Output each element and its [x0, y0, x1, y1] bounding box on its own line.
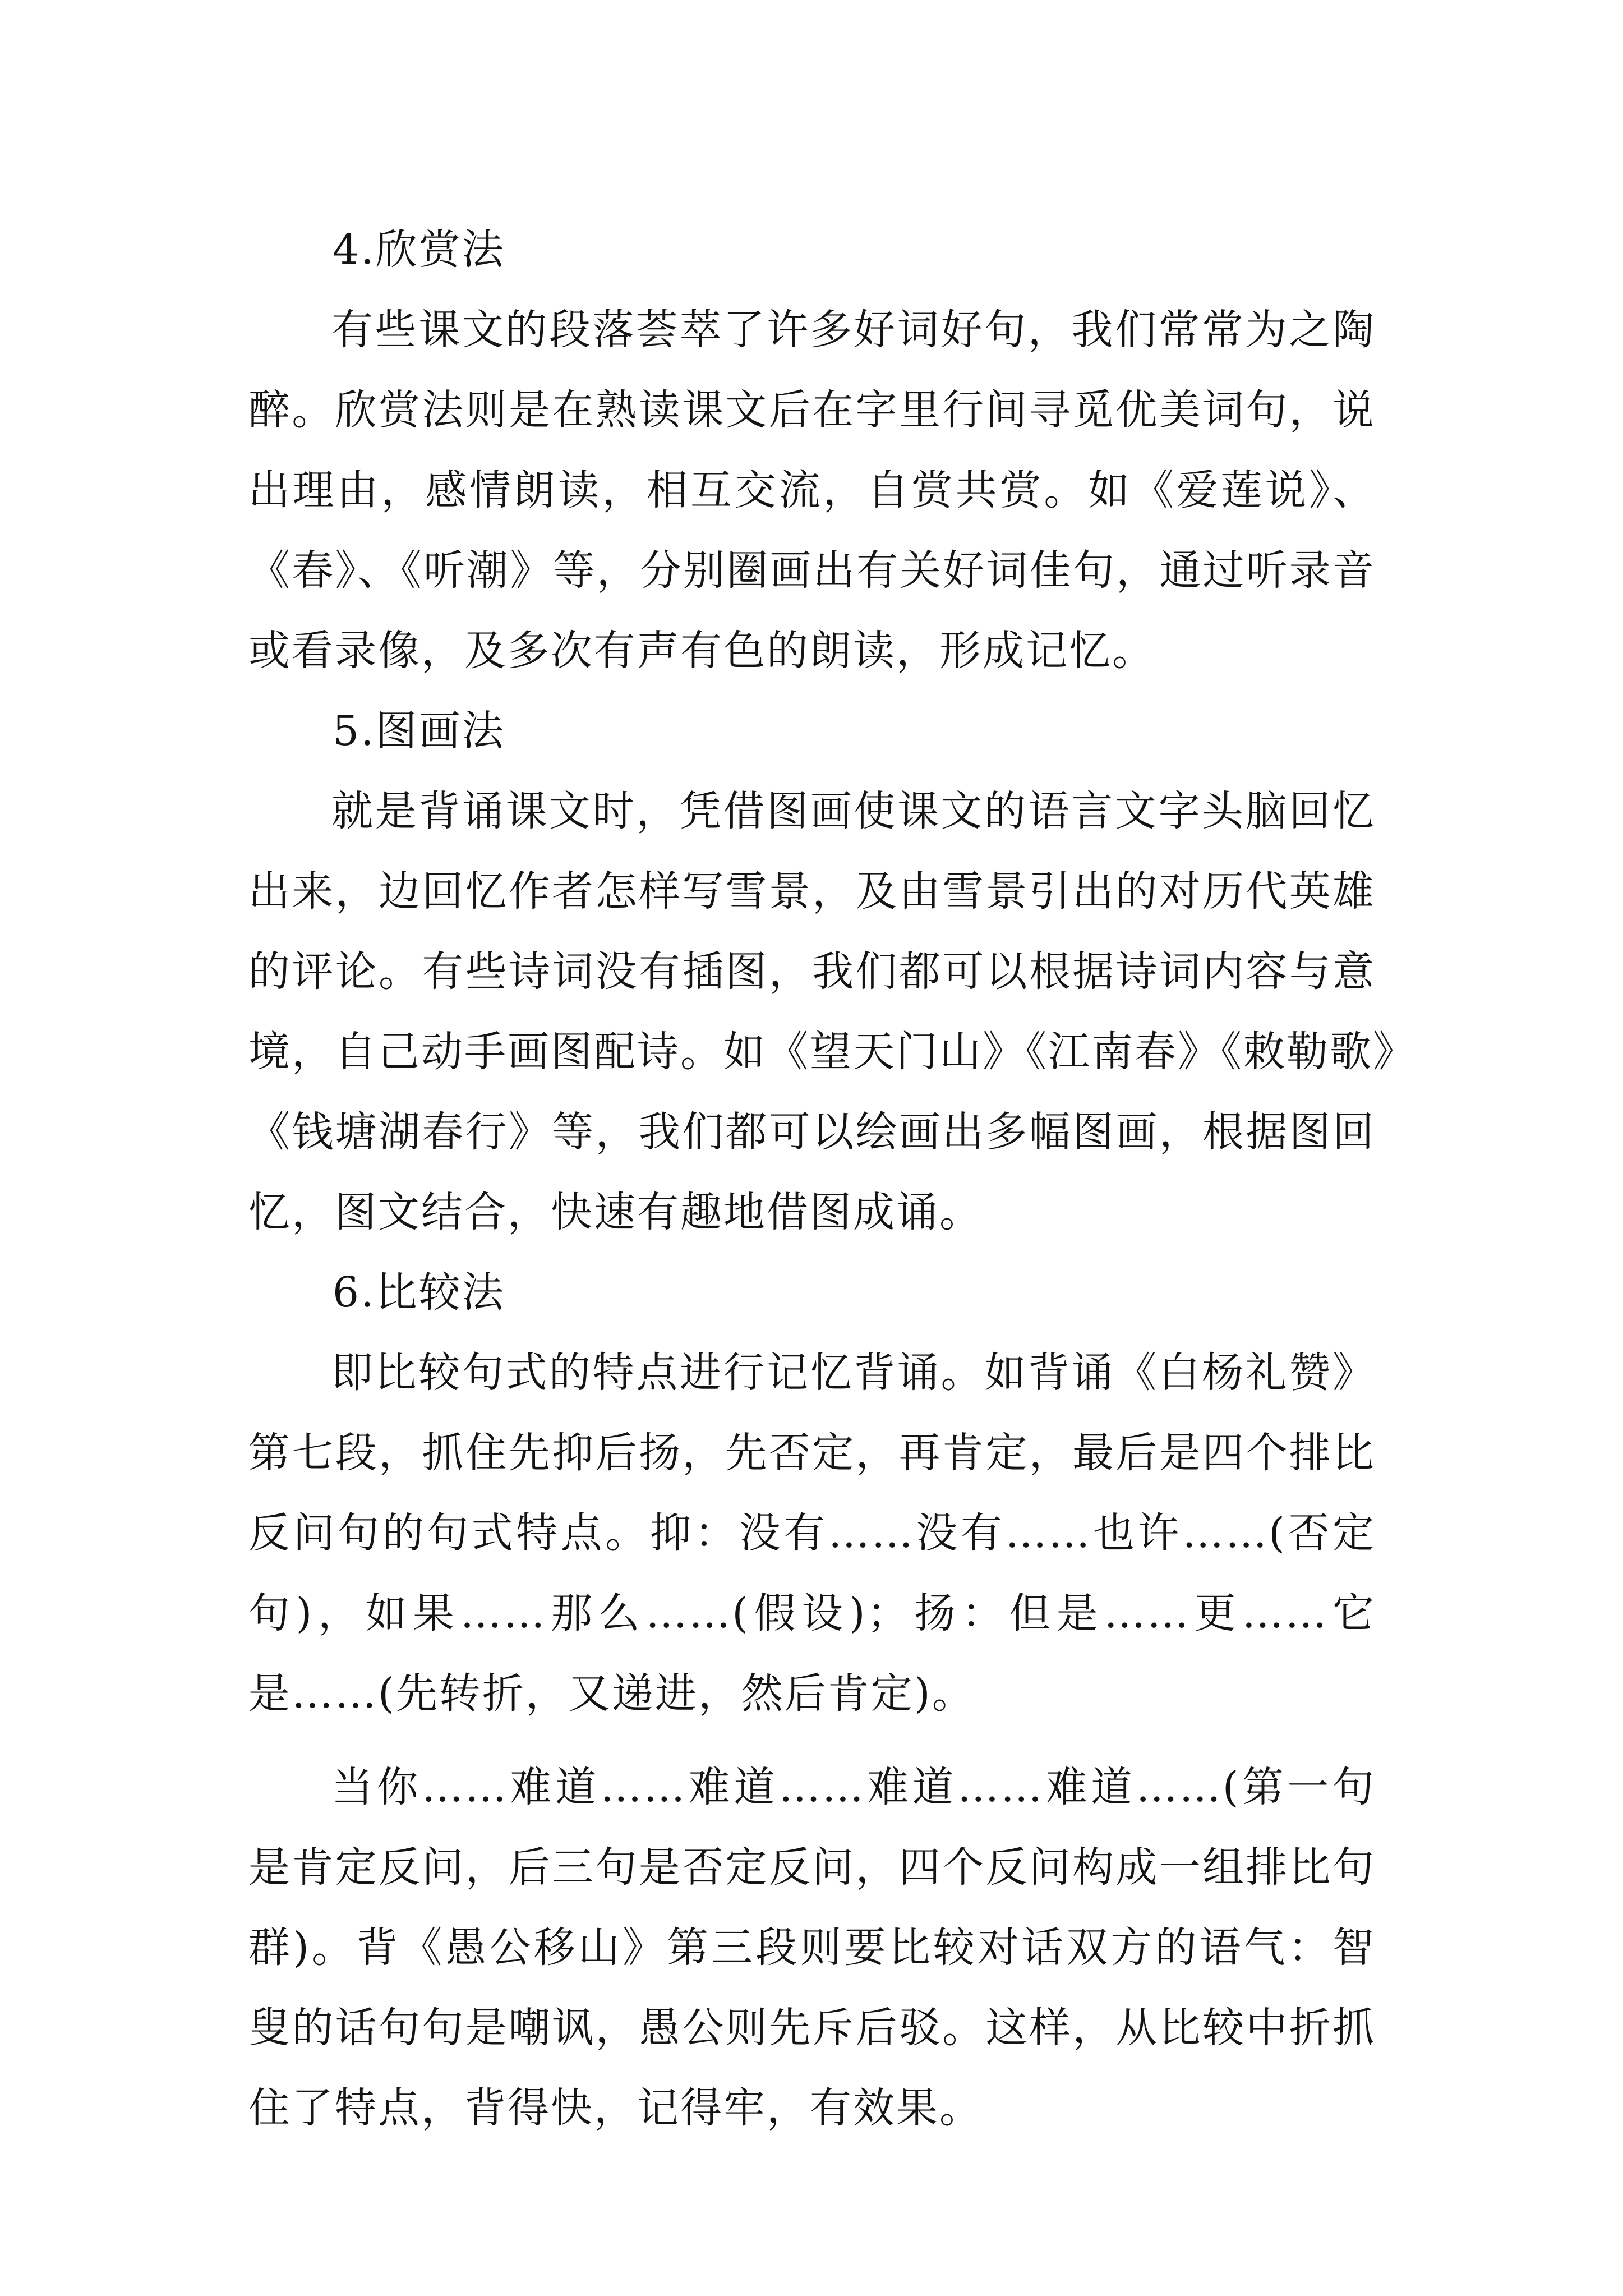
text-line: 醉。欣赏法则是在熟读课文后在字里行间寻觅优美词句，说 — [248, 386, 1376, 434]
text-line: 是肯定反问，后三句是否定反问，四个反问构成一组排比句 — [248, 1843, 1376, 1892]
paragraph — [248, 771, 1416, 1253]
paragraph — [248, 290, 1376, 691]
paragraph — [248, 1747, 1376, 2148]
text-line: 出理由，感情朗读，相互交流，自赏共赏。如《爱莲说》、 — [248, 466, 1376, 514]
document-body — [248, 210, 1416, 2148]
section-heading: 6.比较法 — [333, 1268, 505, 1317]
text-line: 《钱塘湖春行》等，我们都可以绘画出多幅图画，根据图回 — [248, 1108, 1376, 1156]
text-line: 住了特点，背得快，记得牢，有效果。 — [248, 2084, 983, 2132]
text-line: 即比较句式的特点进行记忆背诵。如背诵《白杨礼赞》 — [331, 1349, 1376, 1397]
text-line: 就是背诵课文时，凭借图画使课文的语言文字头脑回忆 — [331, 787, 1376, 835]
text-line: 的评论。有些诗词没有插图，我们都可以根据诗词内容与意 — [248, 947, 1376, 996]
text-line: 或看录像，及多次有声有色的朗读，形成记忆。 — [248, 627, 1155, 675]
section-heading: 5.图画法 — [333, 707, 505, 755]
text-line: 叟的话句句是嘲讽，愚公则先斥后驳。这样，从比较中折抓 — [248, 2004, 1376, 2052]
text-line: 反问句的句式特点。抑：没有……没有……也许……(否定 — [248, 1509, 1376, 1557]
section-heading: 4.欣赏法 — [333, 226, 505, 274]
text-line: 第七段，抓住先抑后扬，先否定，再肯定，最后是四个排比 — [248, 1429, 1376, 1477]
paragraph-gap — [248, 1734, 1376, 1747]
text-line: 境，自己动手画图配诗。如《望天门山》《江南春》《敕勒歌》 — [248, 1028, 1416, 1076]
text-line: 句)，如果……那么……(假设)；扬：但是……更……它 — [248, 1589, 1376, 1637]
paragraph — [248, 1333, 1376, 1734]
text-line: 当你……难道……难道……难道……难道……(第一句 — [331, 1763, 1376, 1811]
text-line: 出来，边回忆作者怎样写雪景，及由雪景引出的对历代英雄 — [248, 867, 1376, 915]
text-line: 是……(先转折，又递进，然后肯定)。 — [248, 1669, 975, 1718]
text-line: 忆，图文结合，快速有趣地借图成诵。 — [248, 1188, 983, 1236]
text-line: 《春》、《听潮》等，分别圈画出有关好词佳句，通过听录音 — [248, 546, 1376, 595]
text-line: 有些课文的段落荟萃了许多好词好句，我们常常为之陶 — [331, 306, 1376, 354]
text-line: 群)。背《愚公移山》第三段则要比较对话双方的语气：智 — [248, 1924, 1376, 1972]
